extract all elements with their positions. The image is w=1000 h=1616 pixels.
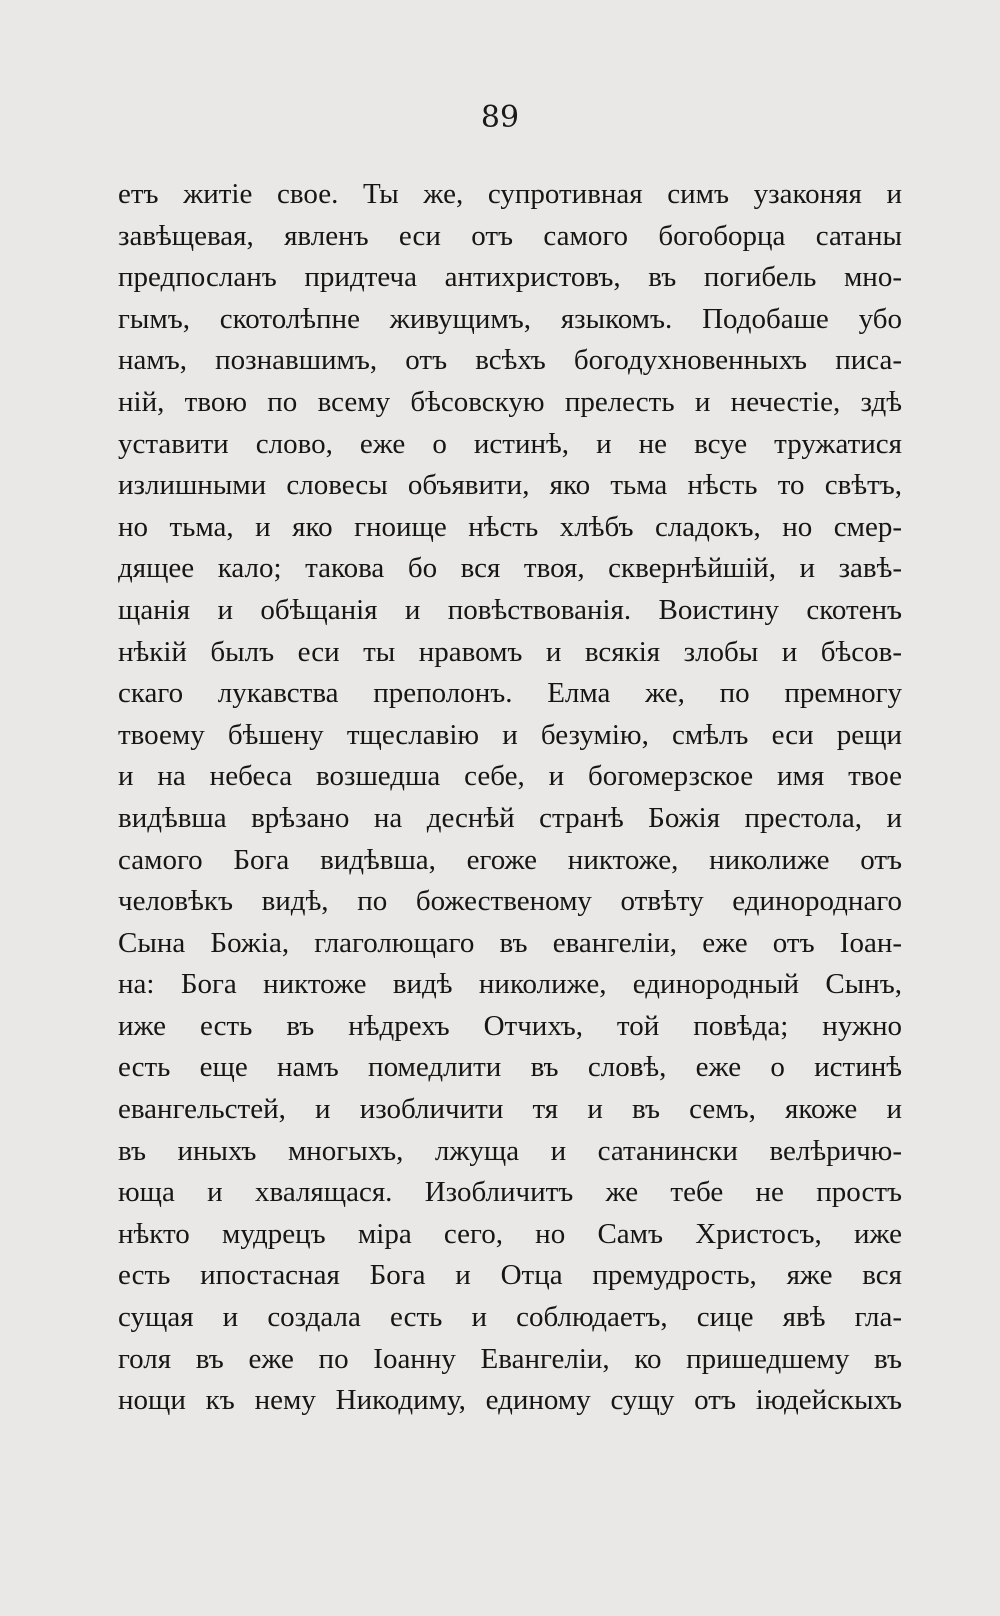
text-line: есть еще намъ помедлити въ словѣ, еже о истинѣ: [118, 1051, 902, 1084]
text-line: скаго лукавства преполонъ. Елма же, по премногу: [118, 677, 902, 710]
text-line: иже есть въ нѣдрехъ Отчихъ, той повѣда; нужно: [118, 1009, 902, 1042]
text-line: предпосланъ придтеча антихристовъ, въ погибель мно-: [118, 261, 902, 294]
text-line: но тьма, и яко гноище нѣсть хлѣбъ сладокъ, но смер-: [118, 510, 902, 543]
text-line: сущая и создала есть и соблюдаетъ, сице явѣ гла-: [118, 1301, 902, 1334]
text-line: видѣвша врѣзано на деснѣй странѣ Божія престола, и: [118, 801, 902, 834]
text-line: нѣкто мудрецъ міра сего, но Самъ Христосъ, иже: [118, 1217, 902, 1250]
text-line: Сына Божіа, глаголющаго въ евангеліи, еже отъ Іоан-: [118, 926, 902, 959]
text-line: въ иныхъ многыхъ, лжуща и сатанински велѣричю-: [118, 1134, 902, 1167]
text-line: нощи къ нему Никодиму, единому сущу отъ іюдейскыхъ: [118, 1384, 902, 1417]
text-line: есть ипостасная Бога и Отца премудрость, яже вся: [118, 1259, 902, 1292]
text-line: юща и хвалящася. Изобличитъ же тебе не простъ: [118, 1176, 902, 1209]
text-line: ній, твою по всему бѣсовскую прелесть и нечестіе, здѣ: [118, 385, 902, 418]
text-line: самого Бога видѣвша, егоже никтоже, николиже отъ: [118, 843, 902, 876]
body-text: [118, 174, 902, 1422]
text-line: гымъ, скотолѣпне живущимъ, языкомъ. Подобаше убо: [118, 302, 902, 335]
text-line: дящее кало; такова бо вся твоя, сквернѣйшій, и завѣ-: [118, 552, 902, 585]
text-line: излишными словесы объявити, яко тьма нѣсть то свѣтъ,: [118, 469, 902, 502]
page-number: 89: [480, 100, 520, 135]
text-line: нѣкій былъ еси ты нравомъ и всякія злобы и бѣсов-: [118, 635, 902, 668]
text-line: человѣкъ видѣ, по божественому отвѣту единороднаго: [118, 885, 902, 918]
text-line: и на небеса возшедша себе, и богомерзское имя твое: [118, 760, 902, 793]
text-line: намъ, познавшимъ, отъ всѣхъ богодухновенныхъ писа-: [118, 344, 902, 377]
text-line: уставити слово, еже о истинѣ, и не всуе тружатися: [118, 427, 902, 460]
text-line: етъ житіе свое. Ты же, супротивная симъ узаконяя и: [118, 178, 902, 210]
text-line: на: Бога никтоже видѣ николиже, единородный Сынъ,: [118, 968, 902, 1001]
text-line: твоему бѣшену тщеславію и безумію, смѣлъ еси рещи: [118, 718, 902, 751]
text-line: щанія и обѣщанія и повѣствованія. Воистину скотенъ: [118, 593, 902, 626]
text-line: евангельстей, и изобличити тя и въ семъ, якоже и: [118, 1093, 902, 1126]
text-line: голя въ еже по Іоанну Евангеліи, ко пришедшему въ: [118, 1342, 902, 1375]
text-line: завѣщевая, явленъ еси отъ самого богоборца сатаны: [118, 219, 902, 252]
